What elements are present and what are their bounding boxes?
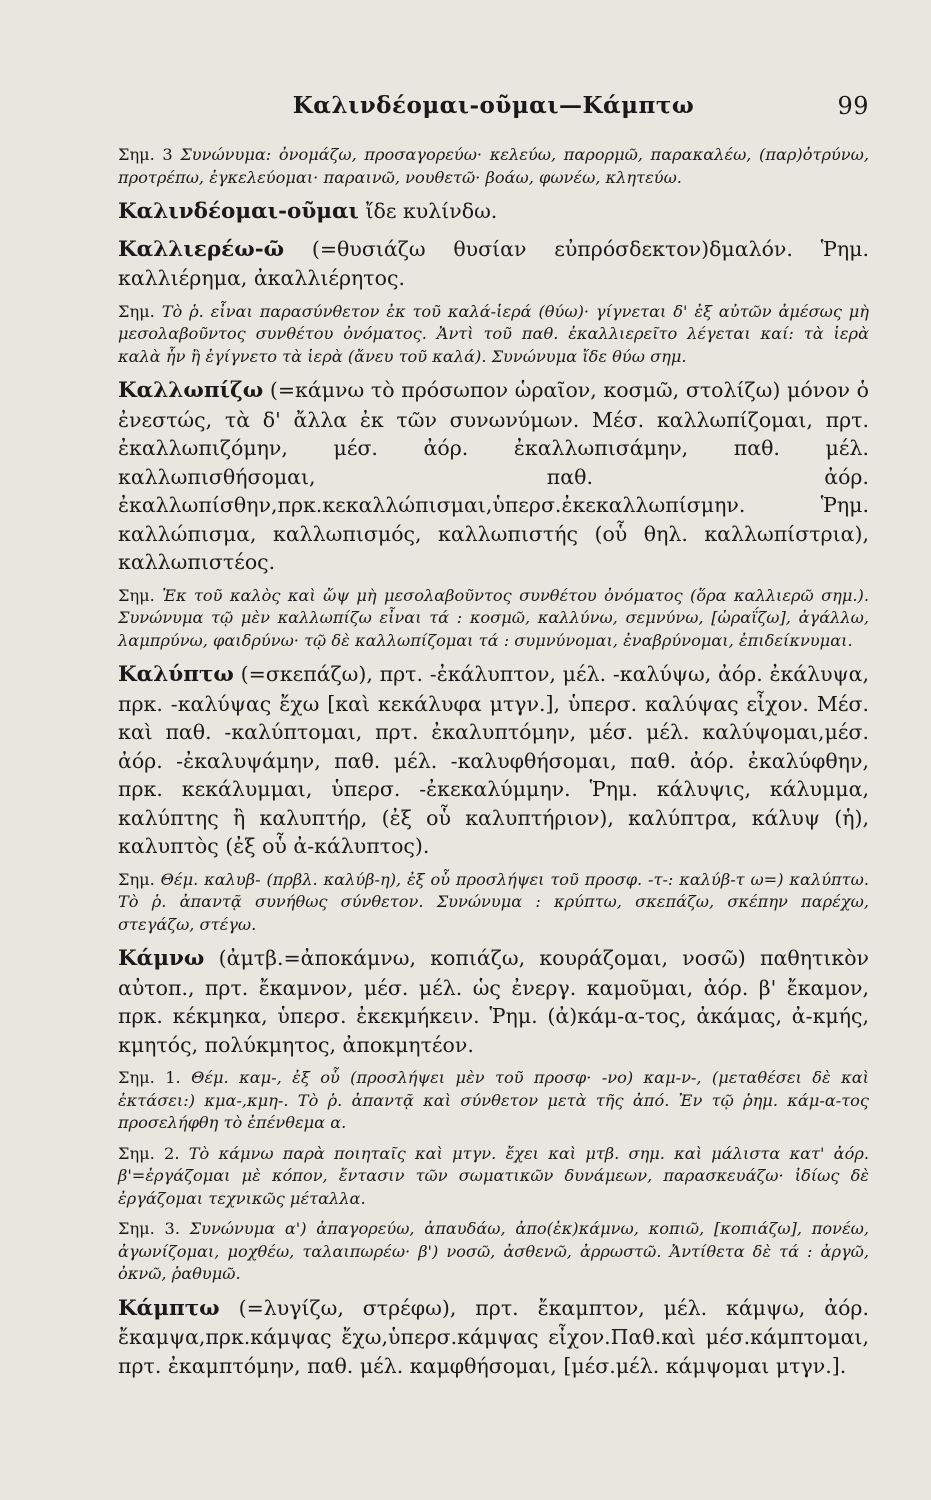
note-text: Συνώνυμα: ὀνομάζω, προσαγορεύω· κελεύω, παρορμῶ, παρακαλέω, (παρ)ὀτρύνω, προτρέπω, ἐγκελεύομαι· παραινῶ, νουθετῶ· βοάω, φωνέω, κλητεύω. — [118, 145, 869, 187]
note-paragraph — [118, 301, 869, 369]
note-label: Σημ. 3. — [118, 1219, 180, 1238]
running-head: Καλινδέομαι-οῦμαι—Κάμπτω — [292, 92, 695, 119]
entry-text: (ἀμτβ.=ἀποκάμνω, κοπιάζω, κουράζομαι, νοσῶ) παθητικὸν αὐτοπ., πρτ. ἔκαμνον, μέσ. μέλ. ὡς ἐνεργ. καμοῦμαι, ἀόρ. β' ἔκαμον, πρκ. κέκμηκα, ὑπερσ. ἐκεκμήκειν. Ῥημ. (ἀ)κάμ-α-τος, ἀκάμας, ἀ-κμής, κμητός, πολύκμητος, ἀποκμητέον. — [118, 946, 869, 1057]
headword: Κάμπτω — [118, 1295, 220, 1321]
note-paragraph — [118, 1143, 869, 1211]
note-paragraph — [118, 1218, 869, 1286]
page-number: 99 — [837, 92, 869, 120]
headword: Κάμνω — [118, 946, 205, 971]
entry-text: (=θυσιάζω θυσίαν εὐπρόσδεκτον)δμαλόν. Ῥημ. καλλιέρημα, ἀκαλλιέρητος. — [118, 236, 869, 290]
page-header — [118, 92, 869, 132]
note-label: Σημ. — [118, 869, 155, 889]
note-text: Ἐκ τοῦ καλὸς καὶ ὤψ μὴ μεσολαβοῦντος συνθέτου ὀνόματος (ὅρα καλλιερῶ σημ.). Συνώνυμα τῷ μὲν καλλωπίζω εἶναι τά : κοσμῶ, καλλύνω, σεμνύνω, [ὡραΐζω], ἀγάλλω, λαμπρύνω, φαιδρύνω· τῷ δὲ καλλωπίζομαι τά : συμνύνομαι, ἐναβρύνομαι, ἐπιδείκνυμαι. — [118, 585, 869, 650]
note-label: Σημ. 1. — [118, 1068, 181, 1087]
headword: Καλύπτω — [118, 662, 234, 687]
entry-text: (=κάμνω τὸ πρόσωπον ὡραῖον, κοσμῶ, στολίζω) μόνον ὁ ἐνεστώς, τὰ δ' ἄλλα ἐκ τῶν συνωνύμων. Μέσ. καλλωπίζομαι, πρτ. ἐκαλλωπιζόμην, μέσ. ἀόρ. ἐκαλλωπισάμην, παθ. μέλ. καλλωπισθήσομαι, παθ. ἀόρ. ἐκαλλωπίσθην,πρκ.κεκαλλώπισμαι,ὑπερσ.ἐκεκαλλωπίσμην. Ῥημ. καλλώπισμα, καλλωπισμός, καλλωπιστής (οὗ θηλ. καλλωπίστρια), καλλωπιστέος. — [118, 378, 869, 574]
note-label: Σημ. 2. — [118, 1143, 180, 1163]
note-text: Τὸ κάμνω παρὰ ποιηταῖς καὶ μτγν. ἔχει καὶ μτβ. σημ. καὶ μάλιστα κατ' ἀόρ. β'=ἐργάζομαι μὲ κόπον, ἔντασιν τῶν σωματικῶν δυνάμεων, παρασκευάζω· ἰδίως δὲ ἐργάζομαι τεχνικῶς μέταλλα. — [118, 1143, 869, 1208]
headword: Καλλωπίζω — [118, 378, 264, 403]
note-paragraph — [118, 144, 869, 189]
note-text: Συνώνυμα α') ἀπαγορεύω, ἀπαυδάω, ἀπο(ἐκ)κάμνω, κοπιῶ, [κοπιάζω], πονέω, ἀγωνίζομαι, μοχθέω, ταλαιπωρέω· β') νοσῶ, ἀσθενῶ, ἀρρωστῶ. Ἀντίθετα δὲ τά : ἀργῶ, ὀκνῶ, ῥαθυμῶ. — [118, 1219, 869, 1283]
dictionary-entry — [118, 944, 869, 1059]
note-label: Σημ. 3 — [118, 145, 173, 164]
note-text: Τὸ ῥ. εἶναι παρασύνθετον ἐκ τοῦ καλά-ἱερά (θύω)· γίγνεται δ' ἐξ αὐτῶν ἀμέσως μὴ μεσολαβοῦντος συνθέτου ὀνόματος. Ἀντὶ τοῦ παθ. ἐκαλλιερεῖτο λέγεται καί: τὰ ἱερὰ καλὰ ἦν ἢ ἐγίγνετο τὰ ἱερὰ (ἄνευ τοῦ καλά). Συνώνυμα ἴδε θύω σημ. — [118, 301, 869, 366]
dictionary-entry — [118, 197, 869, 227]
note-label: Σημ. — [118, 585, 155, 605]
dictionary-entry — [118, 660, 869, 861]
note-paragraph — [118, 585, 869, 653]
dictionary-entry — [118, 376, 869, 577]
dictionary-entry — [118, 235, 869, 293]
note-paragraph — [118, 1067, 869, 1135]
headword: Καλινδέομαι-οῦμαι — [118, 199, 359, 224]
note-text: Θέμ. καμ-, ἐξ οὗ (προσλήψει μὲν τοῦ προσφ· -νο) καμ-ν-, (μεταθέσει δὲ καὶ ἐκτάσει:) κμα-,κμη-. Τὸ ῥ. ἀπαντᾷ καὶ σύνθετον μετὰ τῆς ἀπό. Ἐν τῷ ῥημ. κάμ-α-τος προσελήφθη τὸ ἐπένθεμα α. — [118, 1068, 869, 1132]
entries-list — [118, 144, 869, 1380]
entry-text: ἴδε κυλίνδω. — [358, 199, 498, 223]
note-text: Θέμ. καλυβ- (πρβλ. καλύβ-η), ἐξ οὗ προσλήψει τοῦ προσφ. -τ-: καλύβ-τ ω=) καλύπτω. Τὸ ῥ. ἀπαντᾷ συνήθως σύνθετον. Συνώνυμα : κρύπτω, σκεπάζω, σκέπην παρέχω, στεγάζω, στέγω. — [118, 869, 869, 934]
note-paragraph — [118, 869, 869, 937]
entry-text: (=σκεπάζω), πρτ. -ἐκάλυπτον, μέλ. -καλύψω, ἀόρ. ἐκάλυψα, πρκ. -καλύψας ἔχω [καὶ κεκάλυφα μτγν.], ὑπερσ. καλύψας εἶχον. Μέσ. καὶ παθ. -καλύπτομαι, πρτ. ἐκαλυπτόμην, μέσ. μέλ. καλύψομαι,μέσ. ἀόρ. -ἐκαλυψάμην, παθ. μέλ. -καλυφθήσομαι, παθ. ἀόρ. ἐκαλύφθην, πρκ. κεκάλυμμαι, ὑπερσ. -ἐκεκαλύμμην. Ῥημ. κάλυψις, κάλυμμα, καλύπτης ἢ καλυπτήρ, (ἐξ οὗ καλυπτήριον), καλύπτρα, κάλυψ (ἡ), καλυπτὸς (ἐξ οὗ ἀ-κάλυπτος). — [118, 662, 869, 858]
headword: Καλλιερέω-ῶ — [118, 236, 285, 262]
dictionary-entry — [118, 1294, 869, 1381]
note-label: Σημ. — [118, 301, 155, 321]
entry-text: (=λυγίζω, στρέφω), πρτ. ἔκαμπτον, μέλ. κάμψω, ἀόρ. ἔκαμψα,πρκ.κάμψας ἔχω,ὑπερσ.κάμψας εἶχον.Παθ.καὶ μέσ.κάμπτομαι, πρτ. ἐκαμπτόμην, παθ. μέλ. καμφθήσομαι, [μέσ.μέλ. κάμψομαι μτγν.]. — [118, 1295, 869, 1378]
